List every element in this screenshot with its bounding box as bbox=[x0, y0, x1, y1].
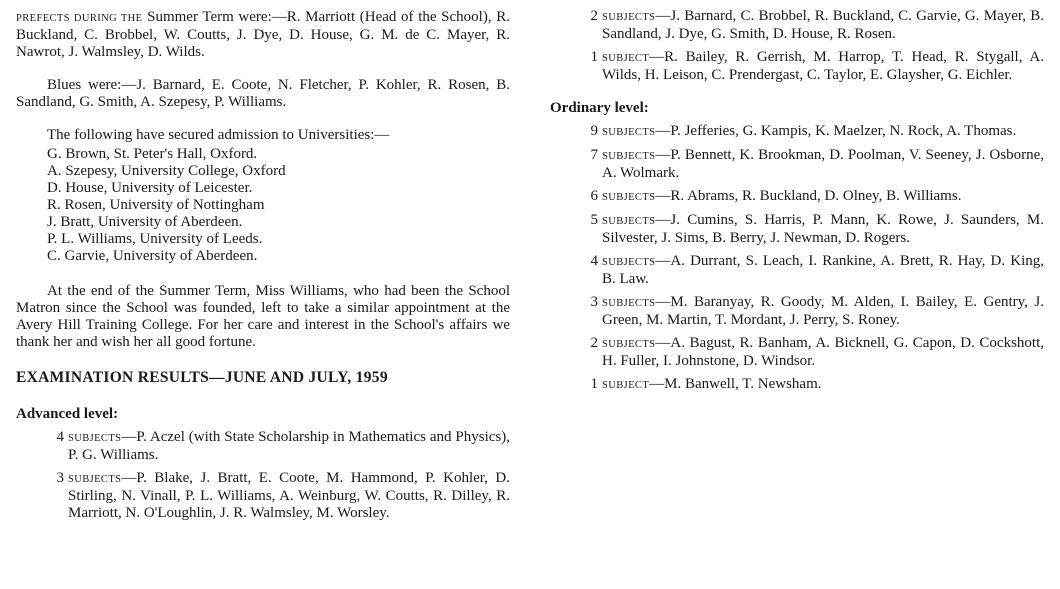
blues-paragraph: Blues were:—J. Barnard, E. Coote, N. Fletcher, P. Kohler, R. Rosen, B. Sandland, G. Smith, A. Szepesy, P. Williams. bbox=[16, 77, 510, 110]
matron-paragraph: At the end of the Summer Term, Miss Williams, who had been the School Matron since the School was founded, left to take a similar appointment at the Avery Hill Training College. For her care and interest in the School's affairs we thank her and wish her all good fortune. bbox=[16, 283, 510, 350]
advanced-level-heading: Advanced level: bbox=[16, 406, 119, 422]
subjects-label: SUBJECTS bbox=[68, 474, 122, 485]
subject-count: 7 bbox=[590, 147, 598, 163]
subjects-label: SUBJECTS bbox=[602, 216, 656, 227]
subject-count: 4 bbox=[590, 253, 598, 269]
advanced-entry bbox=[48, 470, 510, 522]
university-item: C. Garvie, University of Aberdeen. bbox=[47, 248, 258, 264]
subject-count: 3 bbox=[56, 470, 64, 486]
entry-names: —P. Bennett, K. Brookman, D. Poolman, V. Seeney, J. Osborne, A. Wolmark. bbox=[602, 147, 1044, 181]
subjects-label: SUBJECT bbox=[602, 53, 650, 64]
prefects-label: PREFECTS DURING THE bbox=[16, 13, 143, 24]
entry-names: —P. Aczel (with State Scholarship in Mathematics and Physics), P. G. Williams. bbox=[68, 429, 510, 463]
entry-text bbox=[602, 253, 1044, 288]
subject-count: 1 bbox=[590, 376, 598, 392]
ordinary-entry bbox=[582, 335, 1044, 370]
ordinary-entry bbox=[582, 376, 1044, 394]
subject-count: 2 bbox=[590, 8, 598, 24]
advanced-entry bbox=[582, 49, 1044, 84]
subjects-label: SUBJECTS bbox=[602, 298, 656, 309]
entry-names: —R. Abrams, R. Buckland, D. Olney, B. Williams. bbox=[655, 188, 962, 204]
entry-text bbox=[602, 8, 1044, 43]
entry-names: —A. Bagust, R. Banham, A. Bicknell, G. Capon, D. Cockshott, H. Fuller, I. Johnstone, D. Windsor. bbox=[602, 335, 1044, 369]
subject-count: 2 bbox=[590, 335, 598, 351]
entry-text bbox=[602, 376, 1044, 394]
ordinary-entry bbox=[582, 294, 1044, 329]
entry-text bbox=[602, 49, 1044, 84]
entry-names: —P. Blake, J. Bratt, E. Coote, M. Hammond, P. Kohler, D. Stirling, N. Vinall, P. L. Williams, A. Weinburg, W. Coutts, R. Dilley, R. Marriott, N. O'Loughlin, J. R. Walmsley, M. Worsley. bbox=[68, 470, 510, 521]
subject-count: 6 bbox=[590, 188, 598, 204]
entry-names: —A. Durrant, S. Leach, I. Rankine, A. Brett, R. Hay, D. King, B. Law. bbox=[602, 253, 1044, 287]
ordinary-level-heading: Ordinary level: bbox=[550, 100, 649, 116]
prefects-paragraph bbox=[16, 9, 510, 61]
universities-intro: The following have secured admission to Universities:— bbox=[47, 127, 390, 143]
subject-count: 5 bbox=[590, 212, 598, 228]
subject-count: 3 bbox=[590, 294, 598, 310]
entry-text bbox=[602, 212, 1044, 247]
university-item: A. Szepesy, University College, Oxford bbox=[47, 163, 286, 179]
subjects-label: SUBJECTS bbox=[602, 257, 656, 268]
university-item: G. Brown, St. Peter's Hall, Oxford. bbox=[47, 146, 258, 162]
entry-names: —M. Baranyay, R. Goody, M. Alden, I. Bailey, E. Gentry, J. Green, M. Martin, T. Mordant, J. Perry, S. Roney. bbox=[602, 294, 1044, 328]
ordinary-entry bbox=[582, 212, 1044, 247]
subject-count: 9 bbox=[590, 123, 598, 139]
entry-names: —J. Cumins, S. Harris, P. Mann, K. Rowe, J. Saunders, M. Silvester, J. Sims, B. Berry, J. Newman, D. Rogers. bbox=[602, 212, 1044, 246]
right-column bbox=[550, 8, 1044, 394]
subject-count: 1 bbox=[590, 49, 598, 65]
left-column bbox=[16, 8, 510, 522]
entry-text bbox=[602, 335, 1044, 370]
entry-text bbox=[602, 147, 1044, 182]
universities-list bbox=[47, 146, 510, 265]
entry-names: —J. Barnard, C. Brobbel, R. Buckland, C. Garvie, G. Mayer, B. Sandland, J. Dye, G. Smith, D. House, R. Rosen. bbox=[602, 8, 1044, 42]
entry-names: —R. Bailey, R. Gerrish, M. Harrop, T. Head, R. Stygall, A. Wilds, H. Leison, C. Prendergast, C. Taylor, E. Glaysher, G. Eichler. bbox=[602, 49, 1044, 83]
university-item: P. L. Williams, University of Leeds. bbox=[47, 231, 263, 247]
university-item: J. Bratt, University of Aberdeen. bbox=[47, 214, 243, 230]
exam-results-heading: EXAMINATION RESULTS—JUNE AND JULY, 1959 bbox=[16, 369, 388, 386]
entry-names: —M. Banwell, T. Newsham. bbox=[649, 376, 822, 392]
ordinary-entry bbox=[582, 147, 1044, 182]
ordinary-entry bbox=[582, 253, 1044, 288]
entry-text bbox=[68, 470, 510, 522]
advanced-entry bbox=[582, 8, 1044, 43]
university-item: D. House, University of Leicester. bbox=[47, 180, 253, 196]
entry-text bbox=[602, 188, 1044, 206]
subjects-label: SUBJECTS bbox=[602, 127, 656, 138]
subjects-label: SUBJECTS bbox=[68, 433, 122, 444]
entry-text bbox=[68, 429, 510, 464]
subjects-label: SUBJECT bbox=[602, 380, 650, 391]
subject-count: 4 bbox=[56, 429, 64, 445]
entry-text bbox=[602, 123, 1044, 141]
subjects-label: SUBJECTS bbox=[602, 151, 656, 162]
ordinary-entry bbox=[582, 188, 1044, 206]
university-item: R. Rosen, University of Nottingham bbox=[47, 197, 265, 213]
advanced-entry bbox=[48, 429, 510, 464]
subjects-label: SUBJECTS bbox=[602, 339, 656, 350]
ordinary-entry bbox=[582, 123, 1044, 141]
subjects-label: SUBJECTS bbox=[602, 192, 656, 203]
entry-text bbox=[602, 294, 1044, 329]
prefects-text: Summer Term were:—R. Marriott (Head of the School), R. Buckland, C. Brobbel, W. Coutts, J. Dye, D. House, G. M. de C. Mayer, R. Nawrot, J. Walmsley, D. Wilds. bbox=[16, 9, 510, 60]
subjects-label: SUBJECTS bbox=[602, 12, 656, 23]
entry-names: —P. Jefferies, G. Kampis, K. Maelzer, N. Rock, A. Thomas. bbox=[655, 123, 1017, 139]
